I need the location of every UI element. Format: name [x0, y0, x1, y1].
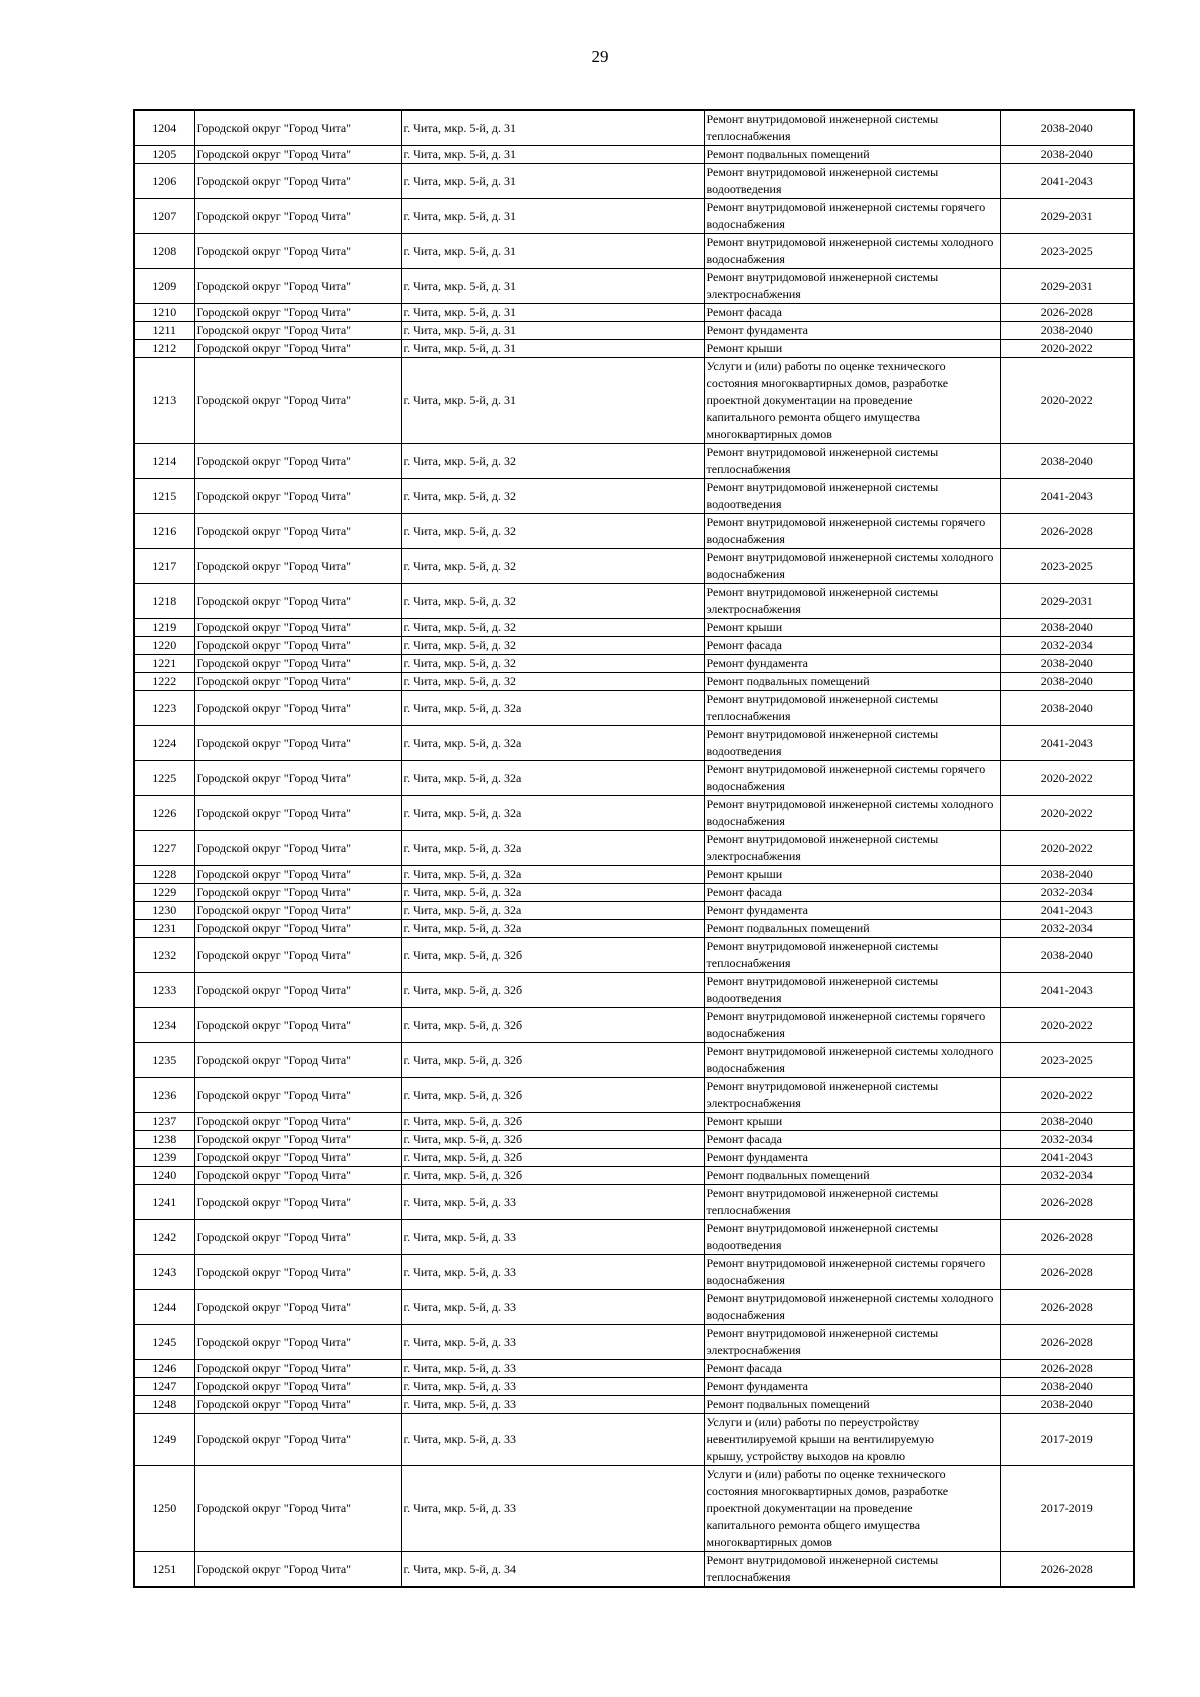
- table-row: [134, 973, 1134, 1008]
- work-type-cell: Ремонт фасада: [704, 1360, 1000, 1378]
- row-number: 1233: [134, 973, 194, 1008]
- address-cell: г. Чита, мкр. 5-й, д. 32б: [401, 1167, 704, 1185]
- municipality-cell: Городской округ "Город Чита": [194, 973, 401, 1008]
- work-type-cell: Ремонт крыши: [704, 619, 1000, 637]
- table-row: [134, 1113, 1134, 1131]
- address-cell: г. Чита, мкр. 5-й, д. 33: [401, 1466, 704, 1552]
- municipality-cell: Городской округ "Город Чита": [194, 866, 401, 884]
- row-number: 1246: [134, 1360, 194, 1378]
- work-type-cell: Ремонт внутридомовой инженерной системы горячего водоснабжения: [704, 199, 1000, 234]
- municipality-cell: Городской округ "Город Чита": [194, 673, 401, 691]
- municipality-cell: Городской округ "Город Чита": [194, 637, 401, 655]
- row-number: 1237: [134, 1113, 194, 1131]
- municipality-cell: Городской округ "Город Чита": [194, 1149, 401, 1167]
- row-number: 1225: [134, 761, 194, 796]
- address-cell: г. Чита, мкр. 5-й, д. 32б: [401, 1149, 704, 1167]
- row-number: 1207: [134, 199, 194, 234]
- row-number: 1209: [134, 269, 194, 304]
- period-cell: 2041-2043: [1000, 479, 1134, 514]
- row-number: 1224: [134, 726, 194, 761]
- address-cell: г. Чита, мкр. 5-й, д. 32а: [401, 920, 704, 938]
- period-cell: 2041-2043: [1000, 1149, 1134, 1167]
- table-row: [134, 1149, 1134, 1167]
- municipality-cell: Городской округ "Город Чита": [194, 1378, 401, 1396]
- work-type-cell: Ремонт внутридомовой инженерной системы теплоснабжения: [704, 938, 1000, 973]
- work-type-cell: Ремонт внутридомовой инженерной системы водоотведения: [704, 479, 1000, 514]
- work-type-cell: Ремонт крыши: [704, 1113, 1000, 1131]
- period-cell: 2041-2043: [1000, 902, 1134, 920]
- period-cell: 2038-2040: [1000, 619, 1134, 637]
- address-cell: г. Чита, мкр. 5-й, д. 32б: [401, 1113, 704, 1131]
- table-row: [134, 1378, 1134, 1396]
- period-cell: 2038-2040: [1000, 673, 1134, 691]
- row-number: 1228: [134, 866, 194, 884]
- address-cell: г. Чита, мкр. 5-й, д. 32: [401, 549, 704, 584]
- table-row: [134, 1290, 1134, 1325]
- address-cell: г. Чита, мкр. 5-й, д. 31: [401, 164, 704, 199]
- municipality-cell: Городской округ "Город Чита": [194, 1220, 401, 1255]
- table-row: [134, 110, 1134, 146]
- work-type-cell: Ремонт внутридомовой инженерной системы водоотведения: [704, 164, 1000, 199]
- table-row: [134, 1396, 1134, 1414]
- municipality-cell: Городской округ "Город Чита": [194, 340, 401, 358]
- table-row: [134, 866, 1134, 884]
- row-number: 1244: [134, 1290, 194, 1325]
- work-type-cell: Ремонт внутридомовой инженерной системы электроснабжения: [704, 831, 1000, 866]
- period-cell: 2020-2022: [1000, 831, 1134, 866]
- period-cell: 2038-2040: [1000, 110, 1134, 146]
- period-cell: 2032-2034: [1000, 1167, 1134, 1185]
- period-cell: 2038-2040: [1000, 938, 1134, 973]
- table-row: [134, 691, 1134, 726]
- address-cell: г. Чита, мкр. 5-й, д. 31: [401, 340, 704, 358]
- municipality-cell: Городской округ "Город Чита": [194, 619, 401, 637]
- work-type-cell: Ремонт подвальных помещений: [704, 1167, 1000, 1185]
- municipality-cell: Городской округ "Город Чита": [194, 1290, 401, 1325]
- period-cell: 2041-2043: [1000, 973, 1134, 1008]
- municipality-cell: Городской округ "Город Чита": [194, 1185, 401, 1220]
- row-number: 1243: [134, 1255, 194, 1290]
- work-type-cell: Ремонт внутридомовой инженерной системы горячего водоснабжения: [704, 514, 1000, 549]
- work-type-cell: Ремонт внутридомовой инженерной системы теплоснабжения: [704, 110, 1000, 146]
- work-type-cell: Ремонт внутридомовой инженерной системы холодного водоснабжения: [704, 1043, 1000, 1078]
- table-row: [134, 726, 1134, 761]
- table-row: [134, 655, 1134, 673]
- work-type-cell: Ремонт фасада: [704, 637, 1000, 655]
- row-number: 1206: [134, 164, 194, 199]
- address-cell: г. Чита, мкр. 5-й, д. 32а: [401, 691, 704, 726]
- row-number: 1212: [134, 340, 194, 358]
- row-number: 1249: [134, 1414, 194, 1466]
- work-type-cell: Ремонт внутридомовой инженерной системы горячего водоснабжения: [704, 761, 1000, 796]
- municipality-cell: Городской округ "Город Чита": [194, 655, 401, 673]
- row-number: 1241: [134, 1185, 194, 1220]
- period-cell: 2026-2028: [1000, 1360, 1134, 1378]
- work-type-cell: Ремонт внутридомовой инженерной системы горячего водоснабжения: [704, 1255, 1000, 1290]
- work-type-cell: Ремонт подвальных помещений: [704, 920, 1000, 938]
- row-number: 1226: [134, 796, 194, 831]
- table-row: [134, 673, 1134, 691]
- row-number: 1210: [134, 304, 194, 322]
- period-cell: 2023-2025: [1000, 1043, 1134, 1078]
- page-number: 29: [591, 47, 609, 66]
- row-number: 1213: [134, 358, 194, 444]
- address-cell: г. Чита, мкр. 5-й, д. 32б: [401, 1078, 704, 1113]
- work-type-cell: Ремонт внутридомовой инженерной системы теплоснабжения: [704, 1185, 1000, 1220]
- address-cell: г. Чита, мкр. 5-й, д. 31: [401, 304, 704, 322]
- schedule-body: [134, 110, 1134, 1587]
- address-cell: г. Чита, мкр. 5-й, д. 31: [401, 234, 704, 269]
- period-cell: 2026-2028: [1000, 1185, 1134, 1220]
- period-cell: 2026-2028: [1000, 304, 1134, 322]
- row-number: 1235: [134, 1043, 194, 1078]
- municipality-cell: Городской округ "Город Чита": [194, 884, 401, 902]
- address-cell: г. Чита, мкр. 5-й, д. 32а: [401, 866, 704, 884]
- period-cell: 2038-2040: [1000, 322, 1134, 340]
- work-type-cell: Ремонт фундамента: [704, 1149, 1000, 1167]
- table-row: [134, 1043, 1134, 1078]
- table-row: [134, 1008, 1134, 1043]
- municipality-cell: Городской округ "Город Чита": [194, 358, 401, 444]
- work-type-cell: Ремонт внутридомовой инженерной системы холодного водоснабжения: [704, 234, 1000, 269]
- municipality-cell: Городской округ "Город Чита": [194, 322, 401, 340]
- table-row: [134, 269, 1134, 304]
- address-cell: г. Чита, мкр. 5-й, д. 31: [401, 358, 704, 444]
- work-type-cell: Ремонт фундамента: [704, 655, 1000, 673]
- address-cell: г. Чита, мкр. 5-й, д. 32а: [401, 761, 704, 796]
- address-cell: г. Чита, мкр. 5-й, д. 32а: [401, 831, 704, 866]
- work-type-cell: Ремонт фундамента: [704, 322, 1000, 340]
- address-cell: г. Чита, мкр. 5-й, д. 33: [401, 1378, 704, 1396]
- work-type-cell: Услуги и (или) работы по переустройству невентилируемой крыши на вентилируемую крышу, устройству выходов на кровлю: [704, 1414, 1000, 1466]
- municipality-cell: Городской округ "Город Чита": [194, 479, 401, 514]
- work-type-cell: Ремонт внутридомовой инженерной системы электроснабжения: [704, 1078, 1000, 1113]
- municipality-cell: Городской округ "Город Чита": [194, 1078, 401, 1113]
- address-cell: г. Чита, мкр. 5-й, д. 31: [401, 199, 704, 234]
- work-type-cell: Услуги и (или) работы по оценке технического состояния многоквартирных домов, разработке проектной документации на проведение капитального ремонта общего имущества многоквартирных домов: [704, 358, 1000, 444]
- table-row: [134, 902, 1134, 920]
- row-number: 1219: [134, 619, 194, 637]
- period-cell: 2038-2040: [1000, 444, 1134, 479]
- row-number: 1239: [134, 1149, 194, 1167]
- period-cell: 2026-2028: [1000, 514, 1134, 549]
- period-cell: 2032-2034: [1000, 920, 1134, 938]
- work-type-cell: Ремонт фундамента: [704, 902, 1000, 920]
- row-number: 1223: [134, 691, 194, 726]
- table-row: [134, 164, 1134, 199]
- municipality-cell: Городской округ "Город Чита": [194, 761, 401, 796]
- row-number: 1227: [134, 831, 194, 866]
- address-cell: г. Чита, мкр. 5-й, д. 31: [401, 110, 704, 146]
- table-row: [134, 1131, 1134, 1149]
- municipality-cell: Городской округ "Город Чита": [194, 549, 401, 584]
- address-cell: г. Чита, мкр. 5-й, д. 31: [401, 322, 704, 340]
- period-cell: 2041-2043: [1000, 726, 1134, 761]
- municipality-cell: Городской округ "Город Чита": [194, 796, 401, 831]
- table-row: [134, 479, 1134, 514]
- work-type-cell: Ремонт подвальных помещений: [704, 146, 1000, 164]
- address-cell: г. Чита, мкр. 5-й, д. 32б: [401, 1008, 704, 1043]
- period-cell: 2026-2028: [1000, 1325, 1134, 1360]
- work-type-cell: Ремонт внутридомовой инженерной системы водоотведения: [704, 973, 1000, 1008]
- period-cell: 2032-2034: [1000, 637, 1134, 655]
- period-cell: 2017-2019: [1000, 1414, 1134, 1466]
- municipality-cell: Городской округ "Город Чита": [194, 514, 401, 549]
- table-row: [134, 1360, 1134, 1378]
- period-cell: 2023-2025: [1000, 549, 1134, 584]
- table-row: [134, 1552, 1134, 1588]
- address-cell: г. Чита, мкр. 5-й, д. 33: [401, 1220, 704, 1255]
- work-type-cell: Ремонт внутридомовой инженерной системы электроснабжения: [704, 584, 1000, 619]
- work-type-cell: Ремонт внутридомовой инженерной системы электроснабжения: [704, 1325, 1000, 1360]
- address-cell: г. Чита, мкр. 5-й, д. 32а: [401, 796, 704, 831]
- work-type-cell: Ремонт внутридомовой инженерной системы теплоснабжения: [704, 1552, 1000, 1588]
- work-type-cell: Ремонт подвальных помещений: [704, 673, 1000, 691]
- table-row: [134, 444, 1134, 479]
- address-cell: г. Чита, мкр. 5-й, д. 32б: [401, 973, 704, 1008]
- repair-schedule-table: [133, 109, 1135, 1588]
- municipality-cell: Городской округ "Город Чита": [194, 584, 401, 619]
- address-cell: г. Чита, мкр. 5-й, д. 33: [401, 1360, 704, 1378]
- work-type-cell: Ремонт внутридомовой инженерной системы электроснабжения: [704, 269, 1000, 304]
- municipality-cell: Городской округ "Город Чита": [194, 1360, 401, 1378]
- address-cell: г. Чита, мкр. 5-й, д. 31: [401, 269, 704, 304]
- period-cell: 2038-2040: [1000, 1396, 1134, 1414]
- period-cell: 2032-2034: [1000, 1131, 1134, 1149]
- work-type-cell: Ремонт крыши: [704, 866, 1000, 884]
- municipality-cell: Городской округ "Город Чита": [194, 1325, 401, 1360]
- work-type-cell: Ремонт внутридомовой инженерной системы теплоснабжения: [704, 444, 1000, 479]
- row-number: 1250: [134, 1466, 194, 1552]
- period-cell: 2026-2028: [1000, 1220, 1134, 1255]
- work-type-cell: Ремонт внутридомовой инженерной системы холодного водоснабжения: [704, 549, 1000, 584]
- municipality-cell: Городской округ "Город Чита": [194, 1552, 401, 1588]
- municipality-cell: Городской округ "Город Чита": [194, 304, 401, 322]
- address-cell: г. Чита, мкр. 5-й, д. 32а: [401, 726, 704, 761]
- address-cell: г. Чита, мкр. 5-й, д. 32: [401, 479, 704, 514]
- period-cell: 2017-2019: [1000, 1466, 1134, 1552]
- table-row: [134, 637, 1134, 655]
- work-type-cell: Ремонт внутридомовой инженерной системы водоотведения: [704, 1220, 1000, 1255]
- municipality-cell: Городской округ "Город Чита": [194, 1167, 401, 1185]
- municipality-cell: Городской округ "Город Чита": [194, 1113, 401, 1131]
- table-row: [134, 234, 1134, 269]
- municipality-cell: Городской округ "Город Чита": [194, 1466, 401, 1552]
- address-cell: г. Чита, мкр. 5-й, д. 33: [401, 1414, 704, 1466]
- row-number: 1216: [134, 514, 194, 549]
- table-row: [134, 1220, 1134, 1255]
- address-cell: г. Чита, мкр. 5-й, д. 33: [401, 1290, 704, 1325]
- row-number: 1251: [134, 1552, 194, 1588]
- address-cell: г. Чита, мкр. 5-й, д. 32: [401, 514, 704, 549]
- table-row: [134, 884, 1134, 902]
- row-number: 1234: [134, 1008, 194, 1043]
- address-cell: г. Чита, мкр. 5-й, д. 32: [401, 444, 704, 479]
- period-cell: 2020-2022: [1000, 796, 1134, 831]
- work-type-cell: Ремонт подвальных помещений: [704, 1396, 1000, 1414]
- address-cell: г. Чита, мкр. 5-й, д. 32б: [401, 938, 704, 973]
- municipality-cell: Городской округ "Город Чита": [194, 146, 401, 164]
- period-cell: 2038-2040: [1000, 146, 1134, 164]
- municipality-cell: Городской округ "Город Чита": [194, 164, 401, 199]
- row-number: 1245: [134, 1325, 194, 1360]
- municipality-cell: Городской округ "Город Чита": [194, 269, 401, 304]
- period-cell: 2038-2040: [1000, 691, 1134, 726]
- municipality-cell: Городской округ "Город Чита": [194, 1255, 401, 1290]
- period-cell: 2020-2022: [1000, 761, 1134, 796]
- row-number: 1238: [134, 1131, 194, 1149]
- municipality-cell: Городской округ "Город Чита": [194, 199, 401, 234]
- work-type-cell: Ремонт фундамента: [704, 1378, 1000, 1396]
- work-type-cell: Ремонт внутридомовой инженерной системы водоотведения: [704, 726, 1000, 761]
- period-cell: 2038-2040: [1000, 655, 1134, 673]
- period-cell: 2020-2022: [1000, 1008, 1134, 1043]
- table-row: [134, 1325, 1134, 1360]
- row-number: 1247: [134, 1378, 194, 1396]
- row-number: 1205: [134, 146, 194, 164]
- address-cell: г. Чита, мкр. 5-й, д. 32а: [401, 902, 704, 920]
- period-cell: 2029-2031: [1000, 584, 1134, 619]
- municipality-cell: Городской округ "Город Чита": [194, 1043, 401, 1078]
- address-cell: г. Чита, мкр. 5-й, д. 32: [401, 655, 704, 673]
- table-row: [134, 358, 1134, 444]
- row-number: 1215: [134, 479, 194, 514]
- address-cell: г. Чита, мкр. 5-й, д. 33: [401, 1185, 704, 1220]
- address-cell: г. Чита, мкр. 5-й, д. 34: [401, 1552, 704, 1588]
- table-row: [134, 304, 1134, 322]
- table-row: [134, 1078, 1134, 1113]
- municipality-cell: Городской округ "Город Чита": [194, 691, 401, 726]
- table-row: [134, 761, 1134, 796]
- table-row: [134, 1185, 1134, 1220]
- period-cell: 2026-2028: [1000, 1552, 1134, 1588]
- address-cell: г. Чита, мкр. 5-й, д. 32: [401, 619, 704, 637]
- address-cell: г. Чита, мкр. 5-й, д. 32: [401, 637, 704, 655]
- period-cell: 2038-2040: [1000, 866, 1134, 884]
- work-type-cell: Ремонт фасада: [704, 884, 1000, 902]
- period-cell: 2020-2022: [1000, 340, 1134, 358]
- municipality-cell: Городской округ "Город Чита": [194, 920, 401, 938]
- table-row: [134, 1414, 1134, 1466]
- table-row: [134, 938, 1134, 973]
- address-cell: г. Чита, мкр. 5-й, д. 32б: [401, 1131, 704, 1149]
- municipality-cell: Городской округ "Город Чита": [194, 726, 401, 761]
- row-number: 1211: [134, 322, 194, 340]
- row-number: 1248: [134, 1396, 194, 1414]
- table-row: [134, 322, 1134, 340]
- table-row: [134, 1255, 1134, 1290]
- work-type-cell: Ремонт внутридомовой инженерной системы теплоснабжения: [704, 691, 1000, 726]
- row-number: 1221: [134, 655, 194, 673]
- row-number: 1208: [134, 234, 194, 269]
- address-cell: г. Чита, мкр. 5-й, д. 32: [401, 673, 704, 691]
- table-row: [134, 920, 1134, 938]
- row-number: 1240: [134, 1167, 194, 1185]
- work-type-cell: Ремонт внутридомовой инженерной системы холодного водоснабжения: [704, 796, 1000, 831]
- row-number: 1214: [134, 444, 194, 479]
- municipality-cell: Городской округ "Город Чита": [194, 938, 401, 973]
- work-type-cell: Ремонт внутридомовой инженерной системы холодного водоснабжения: [704, 1290, 1000, 1325]
- row-number: 1220: [134, 637, 194, 655]
- period-cell: 2020-2022: [1000, 1078, 1134, 1113]
- period-cell: 2020-2022: [1000, 358, 1134, 444]
- row-number: 1229: [134, 884, 194, 902]
- row-number: 1230: [134, 902, 194, 920]
- table-row: [134, 619, 1134, 637]
- work-type-cell: Ремонт фасада: [704, 1131, 1000, 1149]
- table-row: [134, 514, 1134, 549]
- period-cell: 2038-2040: [1000, 1378, 1134, 1396]
- municipality-cell: Городской округ "Город Чита": [194, 1414, 401, 1466]
- municipality-cell: Городской округ "Город Чита": [194, 902, 401, 920]
- municipality-cell: Городской округ "Город Чита": [194, 444, 401, 479]
- row-number: 1236: [134, 1078, 194, 1113]
- table-row: [134, 146, 1134, 164]
- address-cell: г. Чита, мкр. 5-й, д. 31: [401, 146, 704, 164]
- row-number: 1231: [134, 920, 194, 938]
- table-row: [134, 1167, 1134, 1185]
- period-cell: 2038-2040: [1000, 1113, 1134, 1131]
- table-row: [134, 340, 1134, 358]
- table-row: [134, 796, 1134, 831]
- address-cell: г. Чита, мкр. 5-й, д. 32: [401, 584, 704, 619]
- row-number: 1204: [134, 110, 194, 146]
- period-cell: 2029-2031: [1000, 269, 1134, 304]
- address-cell: г. Чита, мкр. 5-й, д. 32а: [401, 884, 704, 902]
- table-row: [134, 584, 1134, 619]
- municipality-cell: Городской округ "Город Чита": [194, 1008, 401, 1043]
- address-cell: г. Чита, мкр. 5-й, д. 33: [401, 1396, 704, 1414]
- row-number: 1217: [134, 549, 194, 584]
- row-number: 1232: [134, 938, 194, 973]
- work-type-cell: Ремонт внутридомовой инженерной системы горячего водоснабжения: [704, 1008, 1000, 1043]
- municipality-cell: Городской округ "Город Чита": [194, 110, 401, 146]
- row-number: 1218: [134, 584, 194, 619]
- period-cell: 2023-2025: [1000, 234, 1134, 269]
- period-cell: 2032-2034: [1000, 884, 1134, 902]
- municipality-cell: Городской округ "Город Чита": [194, 234, 401, 269]
- municipality-cell: Городской округ "Город Чита": [194, 1396, 401, 1414]
- table-row: [134, 199, 1134, 234]
- period-cell: 2026-2028: [1000, 1290, 1134, 1325]
- municipality-cell: Городской округ "Город Чита": [194, 1131, 401, 1149]
- address-cell: г. Чита, мкр. 5-й, д. 32б: [401, 1043, 704, 1078]
- municipality-cell: Городской округ "Город Чита": [194, 831, 401, 866]
- period-cell: 2029-2031: [1000, 199, 1134, 234]
- work-type-cell: Услуги и (или) работы по оценке технического состояния многоквартирных домов, разработке проектной документации на проведение капитального ремонта общего имущества многоквартирных домов: [704, 1466, 1000, 1552]
- work-type-cell: Ремонт крыши: [704, 340, 1000, 358]
- table-row: [134, 549, 1134, 584]
- address-cell: г. Чита, мкр. 5-й, д. 33: [401, 1255, 704, 1290]
- period-cell: 2026-2028: [1000, 1255, 1134, 1290]
- address-cell: г. Чита, мкр. 5-й, д. 33: [401, 1325, 704, 1360]
- row-number: 1222: [134, 673, 194, 691]
- table-row: [134, 1466, 1134, 1552]
- table-row: [134, 831, 1134, 866]
- row-number: 1242: [134, 1220, 194, 1255]
- period-cell: 2041-2043: [1000, 164, 1134, 199]
- work-type-cell: Ремонт фасада: [704, 304, 1000, 322]
